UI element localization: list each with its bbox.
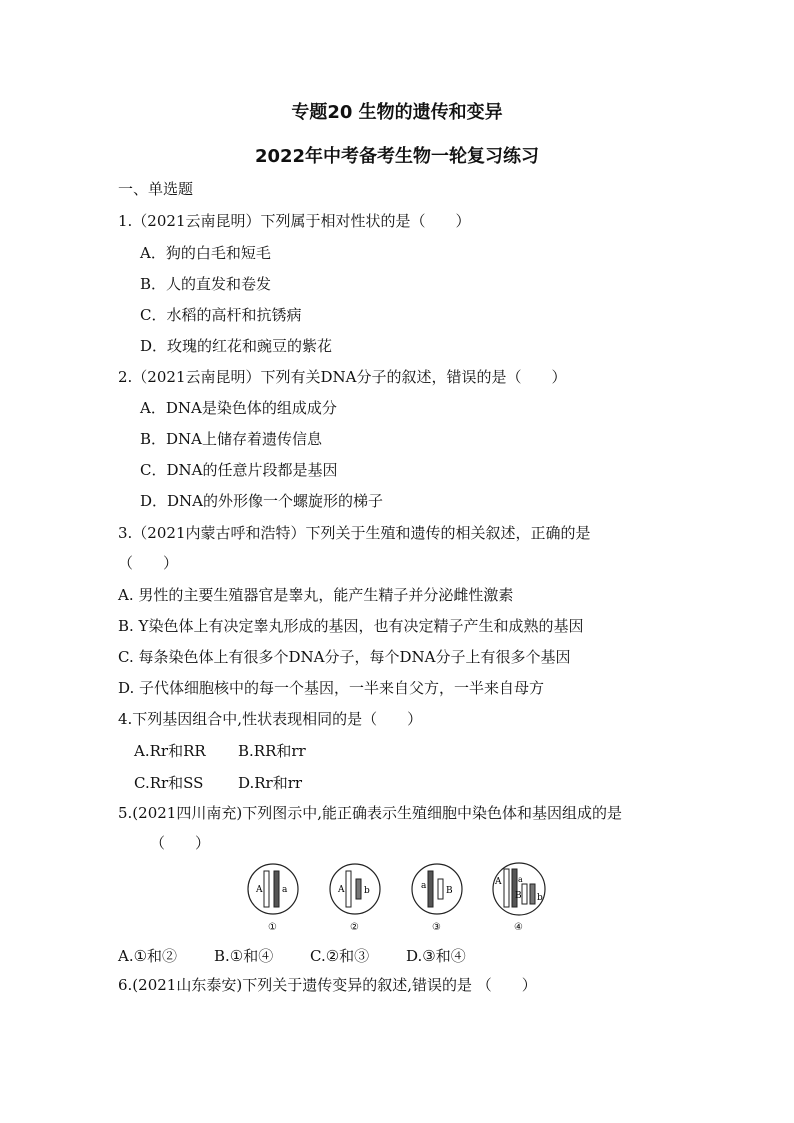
- question-3-option-d: D. 子代体细胞核中的每一个基因，一半来自父方，一半来自母方: [118, 679, 545, 697]
- question-4-stem: 4.下列基因组合中,性状表现相同的是（ ）: [118, 710, 423, 728]
- cell-1-number: ①: [268, 922, 277, 933]
- question-2-option-a: A．DNA是染色体的组成成分: [140, 399, 337, 417]
- cell-4-membrane: [493, 863, 545, 915]
- question-1-option-c: C．水稻的高杆和抗锈病: [140, 306, 302, 324]
- question-4-options-row-2: [134, 772, 302, 793]
- question-4-option-d: D.Rr和rr: [238, 774, 303, 792]
- cell-4-chromosome-3: [522, 884, 527, 904]
- question-3-option-b: B. Y染色体上有决定睾丸形成的基因，也有决定精子产生和成熟的基因: [118, 617, 584, 635]
- cell-4-chromosome-4: [530, 884, 535, 904]
- cell-3-chromosome-left: [428, 871, 433, 907]
- cell-1-chromosome-right: [274, 871, 279, 907]
- question-3-option-c: C. 每条染色体上有很多个DNA分子，每个DNA分子上有很多个基因: [118, 648, 571, 666]
- question-5-stem: 5.(2021四川南充)下列图示中,能正确表示生殖细胞中染色体和基因组成的是: [118, 804, 622, 822]
- cell-3-chromosome-right: [438, 879, 443, 899]
- cell-4-gene-label-4: b: [537, 893, 543, 903]
- cell-3: [412, 864, 462, 933]
- cell-4: [493, 863, 545, 933]
- cell-2: [330, 864, 380, 933]
- question-5-options: [118, 945, 466, 966]
- question-1-stem: 1.（2021云南昆明）下列属于相对性状的是（ ）: [118, 212, 471, 230]
- cell-1-gene-label-2: a: [282, 885, 288, 895]
- question-1-option-d: D．玫瑰的红花和豌豆的紫花: [140, 337, 333, 355]
- cell-1-chromosome-left: [264, 871, 269, 907]
- cell-3-membrane: [412, 864, 462, 914]
- cell-2-chromosome-right: [356, 879, 361, 899]
- document-subtitle: 2022年中考备考生物一轮复习练习: [254, 146, 540, 167]
- question-5-option-b: B.①和④: [214, 947, 274, 965]
- question-5-answer-paren: （ ）: [150, 834, 211, 852]
- cell-4-chromosome-1: [504, 869, 509, 907]
- cell-3-number: ③: [432, 922, 441, 933]
- question-6-stem: 6.(2021山东泰安)下列关于遗传变异的叙述,错误的是 （ ）: [118, 976, 537, 994]
- cell-4-gene-label-2: a: [518, 875, 523, 884]
- cell-2-chromosome-left: [346, 871, 351, 907]
- question-2-option-b: B．DNA上储存着遗传信息: [140, 430, 323, 448]
- cell-4-gene-label-3: B: [515, 891, 522, 901]
- cell-1: [248, 864, 298, 933]
- question-1-option-a: A．狗的白毛和短毛: [140, 244, 271, 262]
- cell-4-chromosome-2: [512, 869, 517, 907]
- question-3-stem: 3.（2021内蒙古呼和浩特）下列关于生殖和遗传的相关叙述，正确的是: [118, 524, 591, 542]
- cell-3-gene-label-2: B: [446, 886, 453, 896]
- question-2-option-d: D．DNA的外形像一个螺旋形的梯子: [140, 492, 384, 510]
- question-4-options-row-1: [134, 740, 306, 761]
- document-title: 专题20 生物的遗传和变异: [291, 102, 503, 123]
- cell-1-gene-label-1: A: [256, 885, 263, 895]
- cell-3-gene-label-1: a: [421, 881, 427, 891]
- question-3-answer-paren: （ ）: [118, 554, 179, 572]
- question-5-option-c: C.②和③: [310, 947, 370, 965]
- chromosome-figure: [244, 860, 549, 935]
- question-1-option-b: B．人的直发和卷发: [140, 275, 272, 293]
- cell-4-gene-label-1: A: [495, 877, 502, 887]
- cell-2-number: ②: [350, 922, 359, 933]
- question-2-stem: 2.（2021云南昆明）下列有关DNA分子的叙述，错误的是（ ）: [118, 368, 567, 386]
- cell-2-gene-label-2: b: [364, 886, 370, 896]
- question-5-option-d: D.③和④: [406, 947, 466, 965]
- question-4-option-c: C.Rr和SS: [134, 774, 204, 792]
- cell-2-gene-label-1: A: [338, 885, 345, 895]
- question-5-option-a: A.①和②: [118, 947, 178, 965]
- question-2-option-c: C．DNA的任意片段都是基因: [140, 461, 338, 479]
- question-3-option-a: A. 男性的主要生殖器官是睾丸，能产生精子并分泌雌性激素: [118, 586, 514, 604]
- question-4-option-b: B.RR和rr: [238, 742, 306, 760]
- cell-4-number: ④: [514, 922, 523, 933]
- question-4-option-a: A.Rr和RR: [134, 742, 206, 760]
- section-heading: 一、单选题: [118, 180, 194, 198]
